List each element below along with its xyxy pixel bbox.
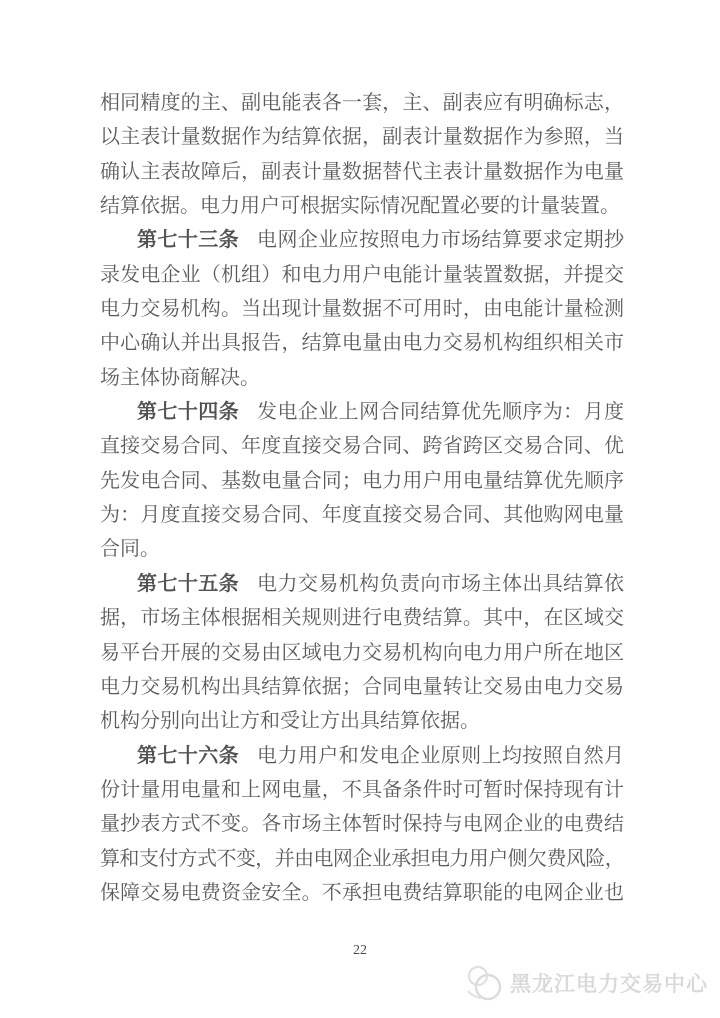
- text-line-content: 电力用户和发电企业原则上均按照自然月: [257, 744, 625, 767]
- article-number-heading: 第七十四条: [137, 401, 240, 424]
- article-number-heading: 第七十六条: [137, 744, 240, 767]
- trading-center-logo-text: 黑龙江电力交易中心: [510, 973, 708, 996]
- article-paragraph: [100, 567, 624, 739]
- text-line: 合同。: [100, 538, 160, 561]
- text-line: 录发电企业（机组）和电力用户电能计量装置数据，并提交: [100, 263, 624, 286]
- text-line: 相同精度的主、副电能表各一套，主、副表应有明确标志，: [100, 92, 624, 114]
- text-line: 确认主表故障后，副表计量数据替代主表计量数据作为电量: [100, 160, 624, 183]
- text-line: 算和支付方式不变，并由电网企业承担电力用户侧欠费风险，: [100, 847, 624, 870]
- footer-watermark: [463, 961, 708, 1005]
- article-paragraph: [100, 395, 624, 567]
- trading-center-logo-icon: [463, 961, 505, 1005]
- text-line: 机构分别向出让方和受让方出具结算依据。: [100, 710, 480, 733]
- text-line-content: 发电企业上网合同结算优先顺序为：月度: [257, 401, 625, 424]
- text-line: [100, 739, 624, 773]
- text-line: [100, 223, 624, 257]
- page-number: 22: [353, 943, 367, 958]
- text-line-content: 电网企业应按照电力市场结算要求定期抄: [257, 229, 625, 252]
- article-paragraph: [100, 223, 624, 395]
- text-line: [100, 395, 624, 429]
- text-line: 电力交易机构。当出现计量数据不可用时，由电能计量检测: [100, 298, 624, 321]
- text-line: 先发电合同、基数电量合同；电力用户用电量结算优先顺序: [100, 469, 624, 492]
- text-line: 为：月度直接交易合同、年度直接交易合同、其他购网电量: [100, 504, 624, 527]
- text-line: 易平台开展的交易由区域电力交易机构向电力用户所在地区: [100, 641, 624, 664]
- text-line: 据，市场主体根据相关规则进行电费结算。其中，在区域交: [100, 607, 624, 630]
- text-line: 直接交易合同、年度直接交易合同、跨省跨区交易合同、优: [100, 435, 624, 458]
- text-line: 中心确认并出具报告，结算电量由电力交易机构组织相关市: [100, 332, 624, 355]
- text-line: 以主表计量数据作为结算依据，副表计量数据作为参照，当: [100, 126, 624, 149]
- text-line: 保障交易电费资金安全。不承担电费结算职能的电网企业也: [100, 881, 624, 904]
- text-line: 电力交易机构出具结算依据；合同电量转让交易由电力交易: [100, 675, 624, 698]
- document-body: [100, 86, 624, 910]
- text-line: [100, 567, 624, 601]
- article-number-heading: 第七十三条: [137, 229, 240, 252]
- text-line: 量抄表方式不变。各市场主体暂时保持与电网企业的电费结: [100, 813, 624, 836]
- text-line: 场主体协商解决。: [100, 366, 260, 389]
- text-line: 结算依据。电力用户可根据实际情况配置必要的计量装置。: [100, 195, 620, 218]
- continuation-paragraph: [100, 86, 624, 223]
- text-line-content: 电力交易机构负责向市场主体出具结算依: [257, 572, 625, 595]
- text-line: 份计量用电量和上网电量，不具备条件时可暂时保持现有计: [100, 778, 624, 801]
- article-paragraph: [100, 739, 624, 911]
- article-number-heading: 第七十五条: [137, 572, 240, 595]
